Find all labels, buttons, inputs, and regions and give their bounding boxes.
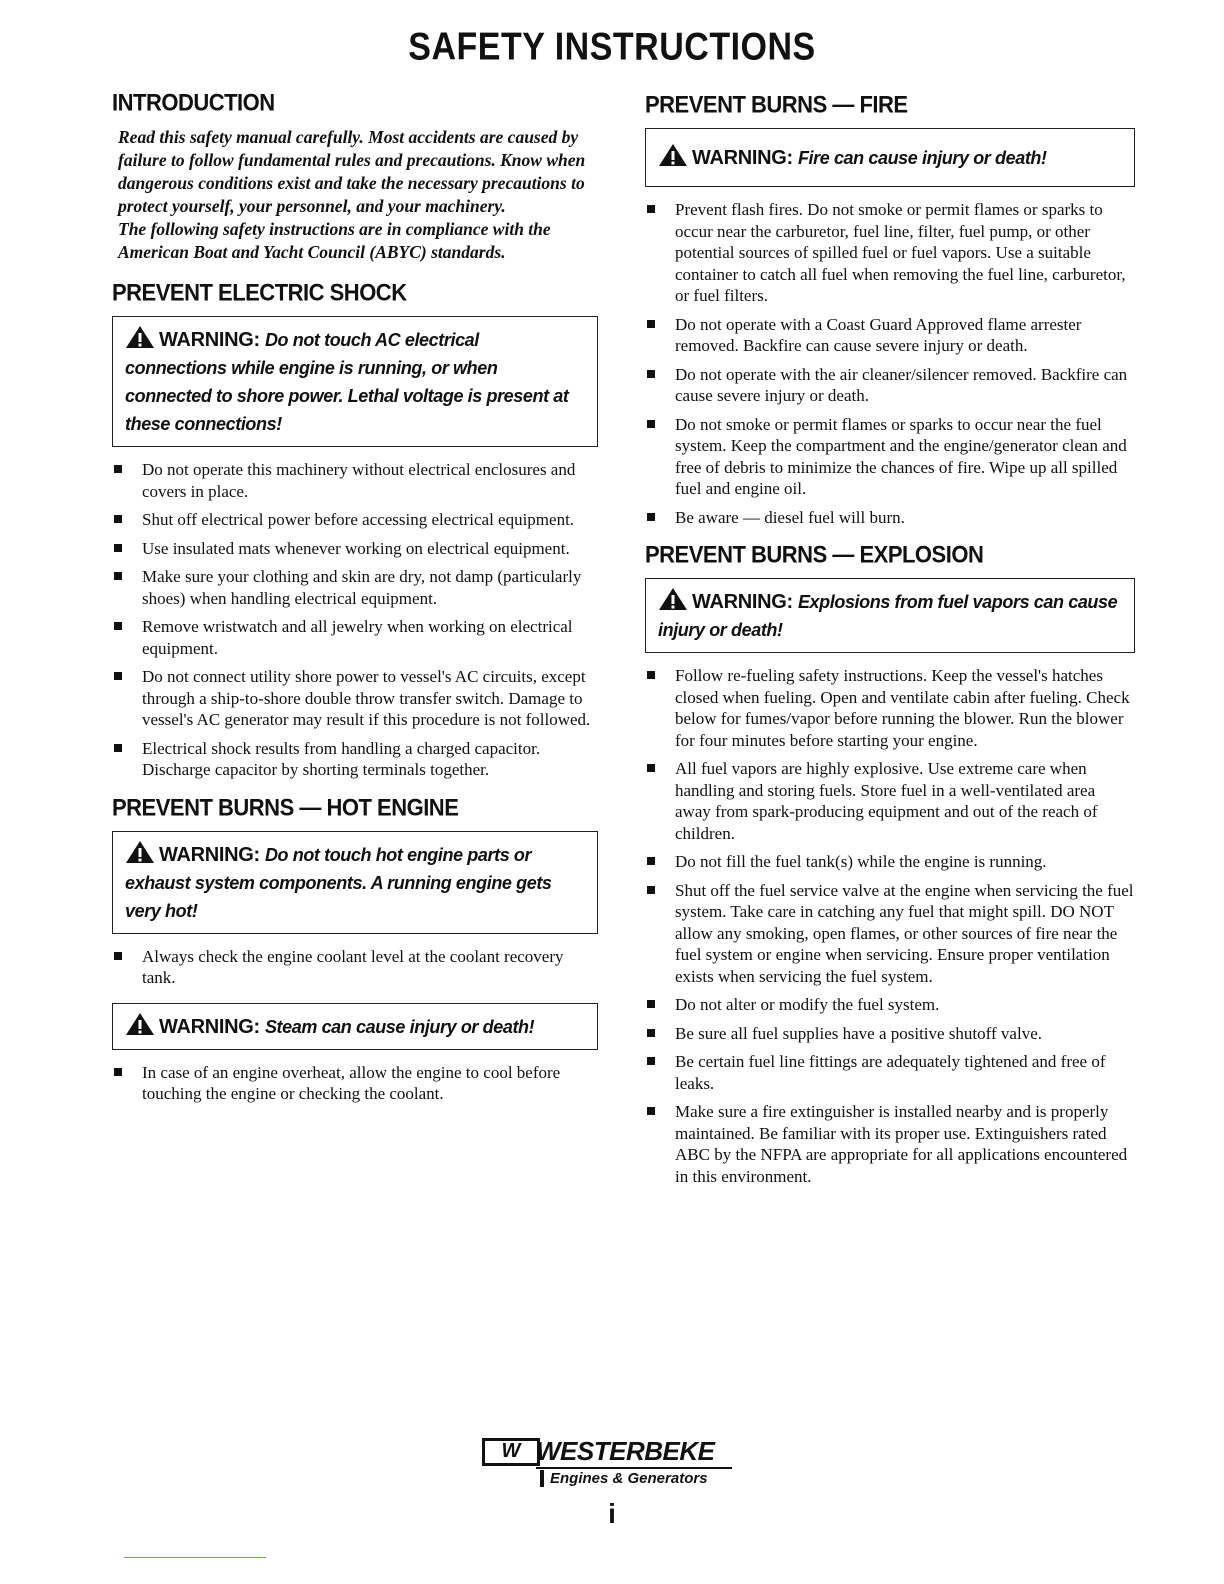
warning-box-fire [645,128,1135,187]
list-item: Always check the engine coolant level at the coolant recovery tank. [112,946,598,989]
hot-engine-heading: PREVENT BURNS — HOT ENGINE [112,793,459,821]
intro-paragraph: Read this safety manual carefully. Most accidents are caused by failure to follow fundamental rules and precautions. Know when dangerous conditions exist and take the necessary precautions to protect yourself, your personnel, and your machinery. [118,127,586,216]
electric-shock-list [112,459,598,781]
warning-label: WARNING: [159,843,260,866]
warning-label: WARNING: [159,329,260,351]
hot-engine-list [112,946,598,989]
introduction-text [118,126,598,264]
warning-message: Do not touch AC electrical connections while engine is running, or when connected to shore power. Lethal voltage is present at these connections! [125,330,569,434]
bullet-square-icon [647,857,655,865]
warning-label: WARNING: [692,147,793,169]
bullet-square-icon [114,744,122,752]
introduction-heading: INTRODUCTION [112,88,275,117]
bullet-square-icon [647,1107,655,1115]
warning-label: WARNING: [159,1015,260,1038]
bullet-square-icon [647,764,655,772]
left-column [112,90,598,1119]
warning-box-electric [112,316,598,447]
explosion-heading: PREVENT BURNS — EXPLOSION [645,540,984,569]
bullet-square-icon [647,1000,655,1008]
list-item: In case of an engine overheat, allow the engine to cool before touching the engine or checking the coolant. [112,1062,598,1105]
warning-box-explosion [645,578,1135,653]
list-item: Prevent flash fires. Do not smoke or permit flames or sparks to occur near the carburetor, fuel line, filter, fuel pump, or other potential sources of spilled fuel or fuel vapors. Use a suitable container to catch all fuel when removing the fuel line, carburetor, or fuel filters. [645,199,1135,307]
bullet-square-icon [647,1029,655,1037]
westerbeke-logo [482,1436,752,1496]
list-item: Shut off electrical power before accessing electrical equipment. [112,509,598,531]
list-item: Do not fill the fuel tank(s) while the engine is running. [645,851,1135,873]
warning-triangle-icon [125,325,155,349]
logo-tagline: Engines & Generators [540,1470,708,1487]
bullet-square-icon [647,205,655,213]
warning-triangle-icon [658,143,688,167]
bullet-square-icon [114,622,122,630]
warning-message: Steam can cause injury or death! [264,1016,535,1037]
warning-triangle-icon [125,840,155,864]
logo-mark: W [482,1438,540,1466]
bullet-square-icon [114,1068,122,1076]
list-item: Do not smoke or permit flames or sparks to occur near the fuel system. Keep the compartment and the engine/generator clean and free of debris to minimize the chances of fire. Wipe up all spilled fuel and engine oil. [645,414,1135,500]
list-item: Be aware — diesel fuel will burn. [645,507,1135,529]
intro-paragraph: The following safety instructions are in compliance with the American Boat and Yacht Council (ABYC) standards. [118,219,551,262]
electric-shock-heading: PREVENT ELECTRIC SHOCK [112,278,407,307]
warning-label: WARNING: [692,591,793,613]
list-item: Make sure your clothing and skin are dry, not damp (particularly shoes) when handling electrical equipment. [112,566,598,609]
list-item: Do not operate with a Coast Guard Approved flame arrester removed. Backfire can cause severe injury or death. [645,314,1135,357]
list-item: Make sure a fire extinguisher is installed nearby and is properly maintained. Be familiar with its proper use. Extinguishers rated ABC by the NFPA are appropriate for all applications encountered in this environment. [645,1101,1135,1187]
bullet-square-icon [114,465,122,473]
bullet-square-icon [647,886,655,894]
bullet-square-icon [114,672,122,680]
list-item: Be certain fuel line fittings are adequately tightened and free of leaks. [645,1051,1135,1094]
list-item: Follow re-fueling safety instructions. Keep the vessel's hatches closed when fueling. Open and ventilate cabin after fueling. Check below for fumes/vapor before running the blower. Run the blower for four minutes before starting your engine. [645,665,1135,751]
fire-list [645,199,1135,528]
explosion-list [645,665,1135,1187]
bullet-square-icon [114,952,122,960]
warning-message: Explosions from fuel vapors can cause injury or death! [658,592,1118,640]
right-column [645,92,1135,1201]
list-item: All fuel vapors are highly explosive. Use extreme care when handling and storing fuels. Store fuel in a well-ventilated area away from spark-producing equipment and out of the reach of children. [645,758,1135,844]
list-item: Do not alter or modify the fuel system. [645,994,1135,1016]
bullet-square-icon [114,572,122,580]
bullet-square-icon [647,320,655,328]
warning-box-hot-engine [112,831,598,934]
warning-message: Fire can cause injury or death! [797,148,1047,168]
logo-brand: WESTERBEKE [536,1436,732,1469]
bullet-square-icon [647,420,655,428]
bullet-square-icon [114,544,122,552]
bullet-square-icon [647,513,655,521]
warning-triangle-icon [125,1012,155,1036]
bullet-square-icon [114,515,122,523]
fire-heading: PREVENT BURNS — FIRE [645,90,908,119]
list-item: Use insulated mats whenever working on electrical equipment. [112,538,598,560]
list-item: Shut off the fuel service valve at the engine when servicing the fuel system. Take care in catching any fuel that might spill. DO NOT allow any smoking, open flames, or other sources of fire near the fuel system or engine when servicing. Ensure proper ventilation exists when servicing the fuel system. [645,880,1135,988]
list-item: Remove wristwatch and all jewelry when working on electrical equipment. [112,616,598,659]
steam-list [112,1062,598,1105]
warning-box-steam [112,1003,598,1050]
list-item: Do not connect utility shore power to vessel's AC circuits, except through a ship-to-shore double throw transfer switch. Damage to vessel's AC generator may result if this procedure is not followed. [112,666,598,731]
divider [124,1557,266,1558]
list-item: Be sure all fuel supplies have a positive shutoff valve. [645,1023,1135,1045]
page-number: i [608,1498,616,1529]
page-title: SAFETY INSTRUCTIONS [408,25,816,69]
list-item: Do not operate with the air cleaner/silencer removed. Backfire can cause severe injury or death. [645,364,1135,407]
bullet-square-icon [647,671,655,679]
warning-message: Do not touch hot engine parts or exhaust system components. A running engine gets very hot! [125,844,552,921]
bullet-square-icon [647,1057,655,1065]
list-item: Do not operate this machinery without electrical enclosures and covers in place. [112,459,598,502]
list-item: Electrical shock results from handling a charged capacitor. Discharge capacitor by shorting terminals together. [112,738,598,781]
warning-triangle-icon [658,587,688,611]
bullet-square-icon [647,370,655,378]
